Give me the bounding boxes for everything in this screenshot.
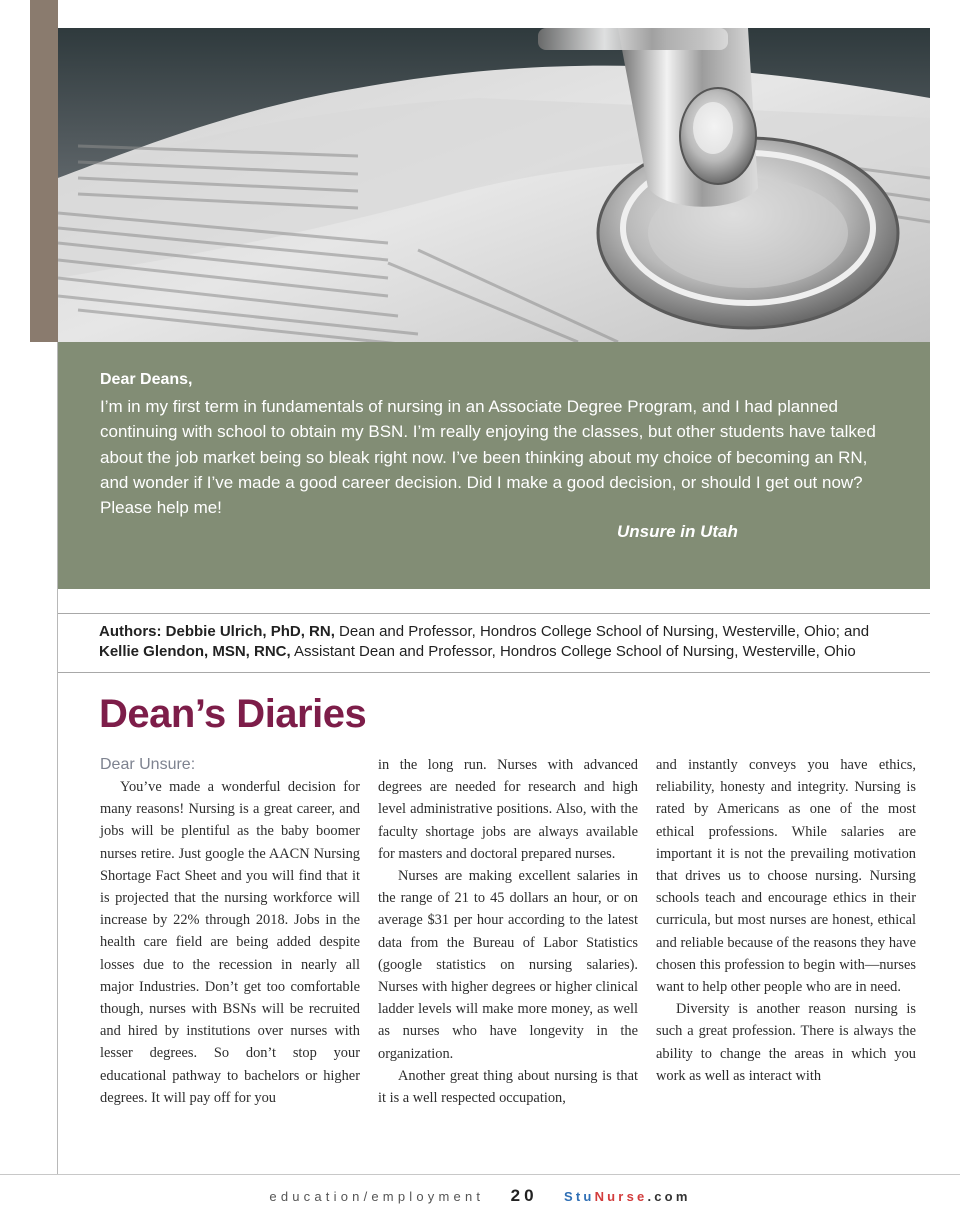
brand-com: .com bbox=[647, 1188, 691, 1204]
brand-stu: Stu bbox=[564, 1188, 595, 1204]
authors-label: Authors: bbox=[99, 623, 162, 640]
article-paragraph: You’ve made a wonderful decision for many reasons! Nursing is a great career, and jobs will be plentiful as the baby boomer nurses retire. Just google the AACN Nursing Shortage Fact Sheet and you will find that it is projected that the nursing workforce will increase by 22% through 2018. Jobs in the health care field are being added despite losses due to the recession in nearly all major Industries. Don’t get too comfortable though, nurses with BSNs will be recruited and hired by institutions over nurses with lesser degrees. So don’t stop your educational pathway to bachelors or higher degrees. It will pay off for you bbox=[100, 779, 360, 1106]
authors-bottom-rule bbox=[58, 672, 930, 673]
author-2-title: Assistant Dean and Professor, Hondros College School of Nursing, Westerville, Ohio bbox=[294, 642, 856, 660]
article-paragraph: Diversity is another reason nursing is such a great profession. There is always the ability to change the areas in which you work as well as interact with bbox=[656, 1001, 916, 1084]
footer-section-label: education/employment bbox=[269, 1188, 485, 1204]
author-2-name: Kellie Glendon, MSN, RNC, bbox=[99, 642, 291, 660]
letter-body: I’m in my first term in fundamentals of nursing in an Associate Degree Program, and I had planned continuing with school to obtain my BSN. I’m really enjoying the classes, but other students have talked about the job market being so bleak right now. I’ve been thinking about my choice of becoming an RN, and wonder if I’ve made a good career decision. Did I make a good decision, or should I get out now? Please help me! bbox=[100, 397, 876, 518]
author-1-title: Dean and Professor, Hondros College School of Nursing, Westerville, Ohio; and bbox=[339, 623, 870, 640]
article-paragraph: Another great thing about nursing is that it is a well respected occupation, bbox=[378, 1067, 638, 1107]
author-line-2 bbox=[99, 642, 929, 662]
authors-byline bbox=[99, 622, 929, 661]
authors-top-rule bbox=[58, 613, 930, 614]
hero-image bbox=[58, 28, 930, 342]
letter-greeting: Dear Deans, bbox=[100, 371, 193, 388]
article-column-2 bbox=[378, 754, 638, 1109]
side-accent-bar bbox=[30, 0, 58, 342]
author-1-name: Debbie Ulrich, PhD, RN, bbox=[165, 623, 335, 640]
page-number: 20 bbox=[510, 1186, 538, 1205]
article-paragraph: and instantly conveys you have ethics, reliability, honesty and integrity. Nursing is rated by Americans as one of the most ethical professions. While salaries are important it is not the prevailing motivation that drives us to choose nursing. Nursing schools teach and encourage ethics in their curricula, but most nurses are honest, ethical and reliable because of the reasons they have chosen this profession to begin with—nurses want to help other people who are in need. bbox=[656, 757, 916, 996]
brand-nurse: Nurse bbox=[594, 1188, 648, 1204]
article-title: Dean’s Diaries bbox=[99, 692, 367, 736]
article-column-1 bbox=[100, 754, 360, 1109]
article-paragraph: in the long run. Nurses with advanced degrees are needed for research and high level administrative positions. Also, with the faculty shortage jobs are always available for masters and doctoral prepared nurses. bbox=[378, 757, 638, 862]
reader-letter-box bbox=[58, 342, 930, 589]
article-salutation: Dear Unsure: bbox=[100, 756, 196, 773]
stethoscope-book-image bbox=[58, 28, 930, 342]
letter-signature: Unsure in Utah bbox=[617, 522, 738, 541]
footer-rule bbox=[0, 1174, 960, 1175]
author-line-1 bbox=[99, 622, 929, 642]
footer-brand bbox=[564, 1189, 691, 1204]
article-column-3 bbox=[656, 754, 916, 1087]
page-footer bbox=[0, 1186, 960, 1206]
article-paragraph: Nurses are making excellent salaries in the range of 21 to 45 dollars an hour, or on average $31 per hour according to the latest data from the Bureau of Labor Statistics (google statistics on nursing salaries). Nurses with higher degrees or higher clinical ladder levels will make more money, as well as nurses who have longevity in the organization. bbox=[378, 868, 638, 1062]
